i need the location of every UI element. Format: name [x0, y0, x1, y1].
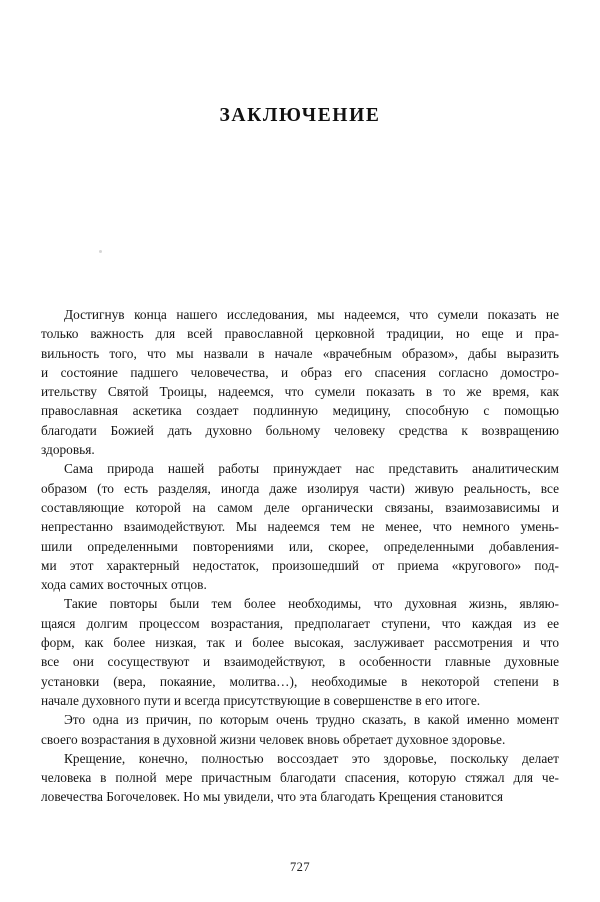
text-line: образом (то есть разделяя, иногда даже изолируя части) живую реальность, все [41, 480, 559, 496]
text-line: и состояние падшего человечества, и образ его спасения согласно домостро- [41, 364, 559, 380]
text-line: форм, как более низкая, так и более высокая, заслуживает рассмотрения и что [41, 635, 559, 651]
text-line: Такие повторы были тем более необходимы, что духовная жизнь, являю- [64, 596, 559, 612]
text-line: Сама природа нашей работы принуждает нас представить аналитическим [64, 461, 559, 477]
text-line: вильность того, что мы назвали в начале «врачебным образом», дабы выразить [41, 345, 559, 361]
text-line: своего возрастания в духовной жизни человек вновь обретает духовное здоровье. [41, 731, 506, 747]
scan-speck-artifact [99, 250, 102, 253]
text-line: начале духовного пути и всегда присутствующие в совершенстве в его итоге. [41, 692, 481, 708]
text-line: шили определенными повторениями или, скорее, определенными добавления- [41, 538, 559, 554]
paragraph [41, 749, 559, 807]
paragraph [41, 710, 559, 749]
text-line: установки (вера, покаяние, молитва…), необходимые в некоторой степени в [41, 673, 559, 689]
page-title: ЗАКЛЮЧЕНИЕ [219, 105, 381, 126]
text-line: здоровья. [41, 442, 95, 458]
text-line: ми этот характерный недостаток, произошедший от приема «кругового» под- [41, 557, 559, 573]
text-line: щаяся долгим процессом возрастания, предполагает ступени, что каждая из ее [41, 615, 559, 631]
page-number: 727 [290, 860, 310, 874]
text-line: хода самих восточных отцов. [41, 577, 207, 593]
paragraph [41, 305, 559, 459]
text-line: ловечества Богочеловек. Но мы увидели, что эта благодать Крещения становится [41, 789, 504, 805]
text-line: благодати Божией дать духовно больному человеку средства к возвращению [41, 422, 559, 438]
text-line: все они сосуществуют и взаимодействуют, в особенности главные духовные [41, 654, 559, 670]
text-line: ительству Святой Троицы, надеемся, что сумели показать в то же время, как [41, 384, 559, 400]
text-line: только важность для всей православной церковной традиции, но еще и пра- [41, 326, 559, 342]
text-line: Достигнув конца нашего исследования, мы надеемся, что сумели показать не [64, 307, 559, 322]
text-line: православная аскетика создает подлинную медицину, способную с помощью [41, 403, 559, 419]
text-line: непрестанно взаимодействуют. Мы надеемся тем не менее, что немного умень- [41, 519, 559, 535]
text-line: человека в полной мере причастным благодати спасения, которую стяжал для че- [41, 770, 559, 786]
paragraph [41, 594, 559, 710]
body-text-block [41, 305, 559, 807]
text-line: составляющие которой на самом деле органически связаны, взаимозависимы и [41, 499, 559, 515]
text-line: Это одна из причин, по которым очень трудно сказать, в какой именно момент [64, 712, 559, 728]
text-line: Крещение, конечно, полностью воссоздает это здоровье, поскольку делает [64, 750, 559, 766]
paragraph [41, 459, 559, 594]
